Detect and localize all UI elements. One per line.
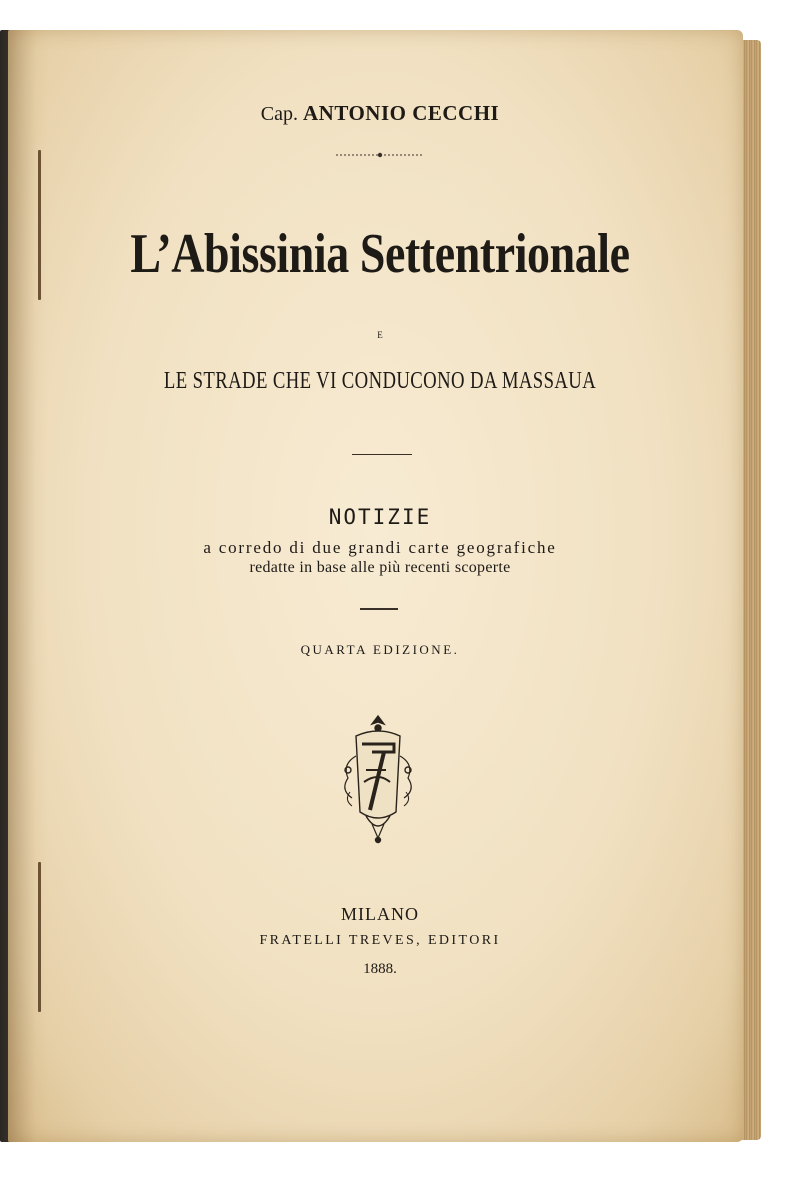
publisher-name: FRATELLI TREVES, EDITORI [259, 933, 501, 948]
publication-city: MILANO [341, 904, 419, 924]
section-heading: NOTIZIE [328, 505, 432, 529]
ornamental-rule [334, 150, 426, 160]
publication-year: 1888. [363, 961, 397, 977]
book-title: L’Abissinia Settentrionale [130, 223, 630, 285]
author-name: ANTONIO CECCHI [302, 101, 500, 125]
binding-stitch [38, 150, 41, 300]
author-prefix: Cap. [260, 103, 298, 125]
edition-label: QUARTA EDIZIONE. [300, 642, 460, 657]
title-conjunction: E [377, 330, 383, 340]
ornamental-monogram-icon [336, 712, 420, 846]
description-line-2: redatte in base alle più recenti scoperte [249, 559, 511, 576]
book [0, 22, 762, 1152]
description-line-1: a corredo di due grandi carte geografiche [203, 538, 557, 557]
book-subtitle: LE STRADE CHE VI CONDUCONO DA MASSAUA [163, 368, 597, 394]
divider-rule [360, 608, 398, 610]
author-line [0, 101, 760, 126]
divider-rule [352, 454, 412, 455]
